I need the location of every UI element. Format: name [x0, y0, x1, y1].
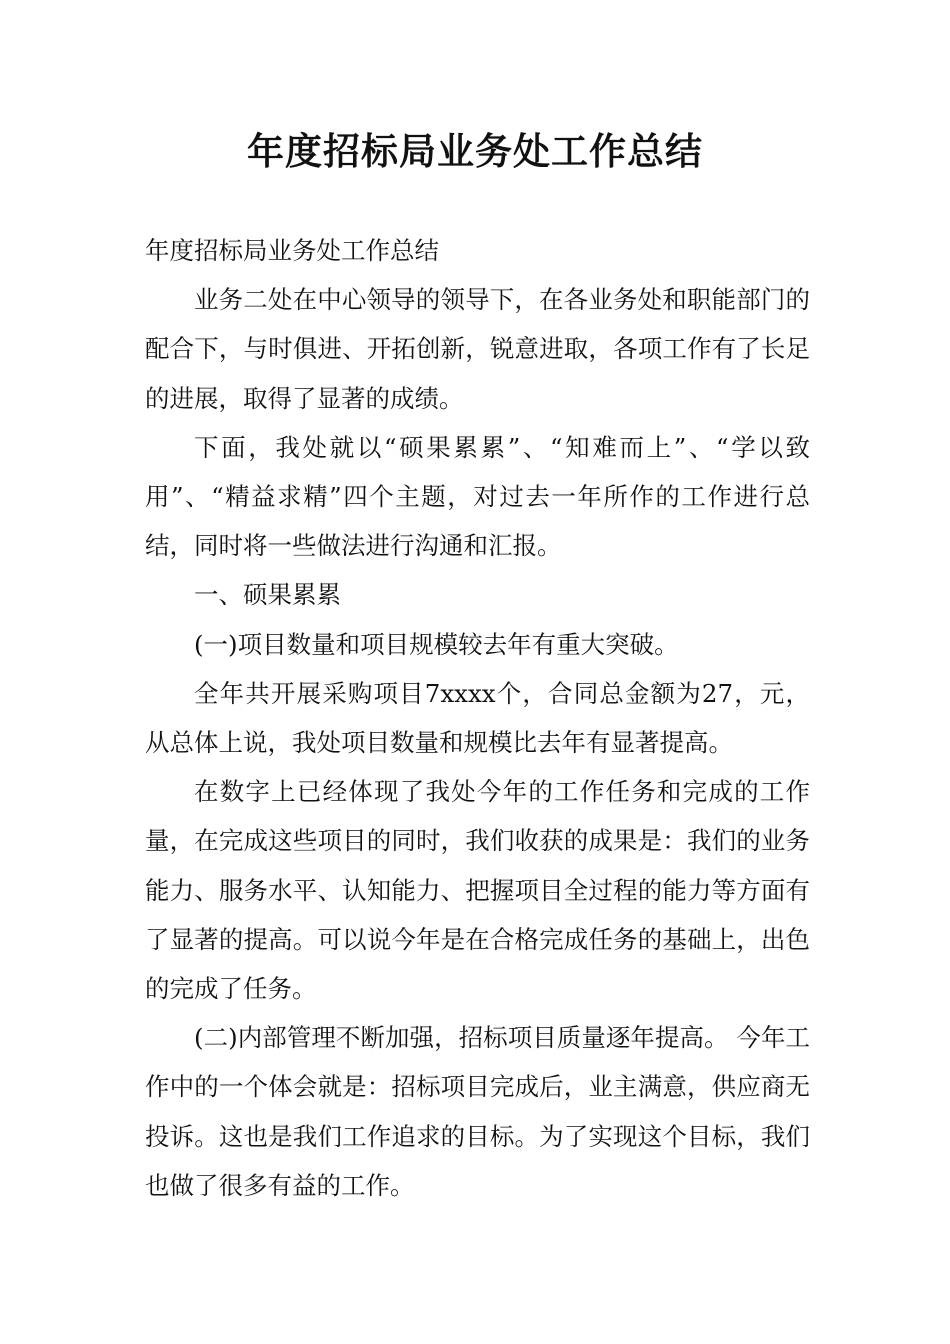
- body-paragraph: 全年共开展采购项目7xxxx个，合同总金额为27，元，从总体上说，我处项目数量和规模比去年有显著提高。: [145, 678, 810, 758]
- section-heading: 一、硕果累累: [194, 580, 341, 610]
- document-body: [145, 226, 810, 1210]
- body-paragraph: (二)内部管理不断加强，招标项目质量逐年提高。 今年工作中的一个体会就是：招标项目完成后，业主满意，供应商无投诉。这也是我们工作追求的目标。为了实现这个目标，我们也做了很多有益的工作。: [145, 1023, 810, 1200]
- subtitle-paragraph: 年度招标局业务处工作总结: [145, 236, 439, 265]
- subsection-heading: (一)项目数量和项目规模较去年有重大突破。: [194, 629, 679, 659]
- body-paragraph: 在数字上已经体现了我处今年的工作任务和完成的工作量，在完成这些项目的同时，我们收获的成果是：我们的业务能力、服务水平、认知能力、把握项目全过程的能力等方面有了显著的提高。可以说今年是在合格完成任务的基础上，出色的完成了任务。: [145, 777, 810, 1004]
- intro-paragraph: 业务二处在中心领导的领导下，在各业务处和职能部门的配合下，与时俱进、开拓创新，锐意进取，各项工作有了长足的进展，取得了显著的成绩。: [145, 285, 810, 413]
- document-title: 年度招标局业务处工作总结: [247, 130, 703, 173]
- overview-paragraph: 下面，我处就以“硕果累累”、“知难而上”、“学以致用”、“精益求精”四个主题，对过去一年所作的工作进行总结，同时将一些做法进行沟通和汇报。: [145, 432, 810, 561]
